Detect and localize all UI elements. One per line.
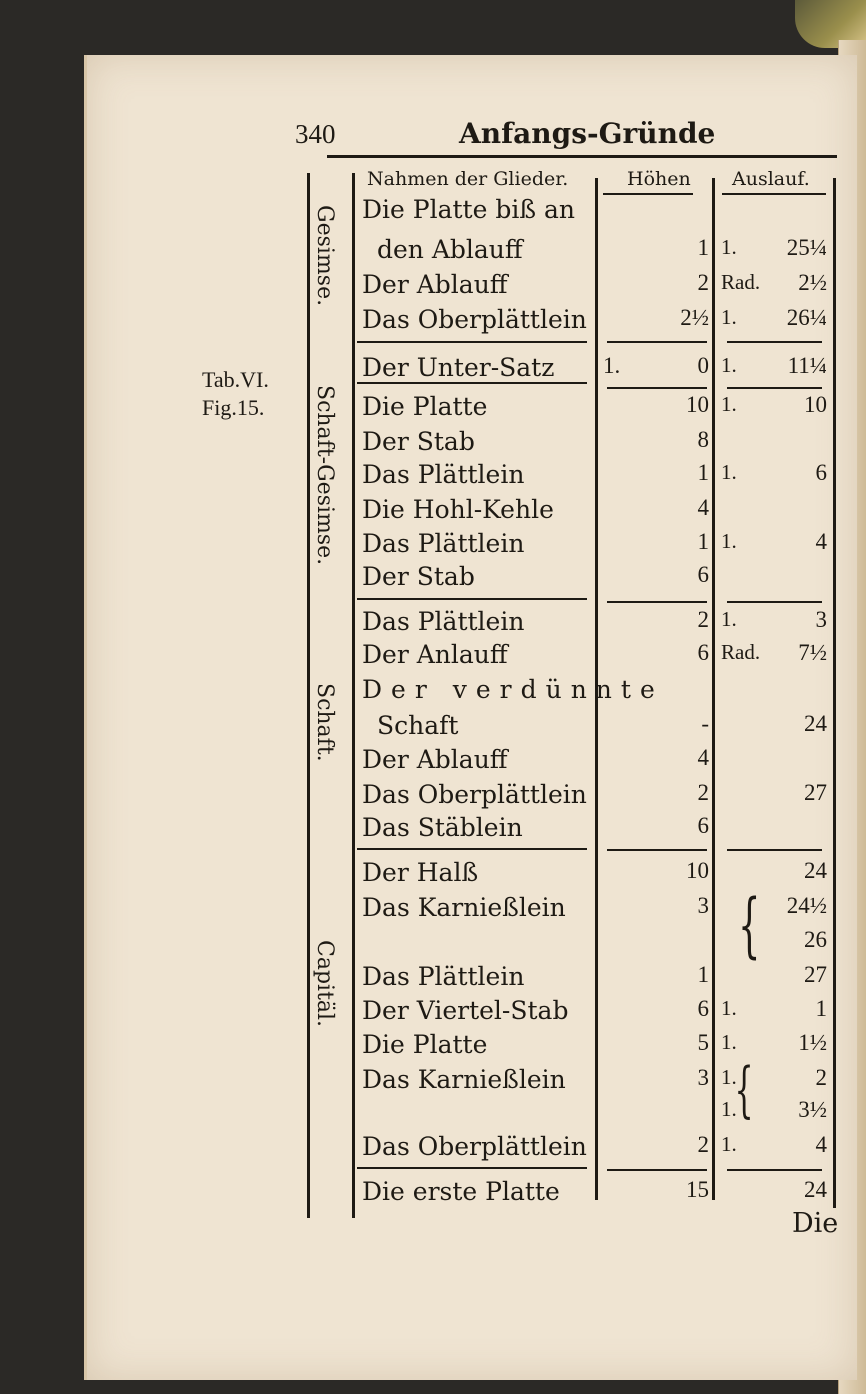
- catchword: Die: [792, 1208, 839, 1239]
- row-name: Schaft: [377, 711, 459, 740]
- row-name: Die Hohl-Kehle: [362, 495, 554, 524]
- header-underline-hoehen: [603, 193, 693, 195]
- right-column-line: [833, 178, 836, 1208]
- row-auslauf-unit: 1.: [721, 460, 737, 484]
- row-name: Das Stäblein: [362, 813, 523, 842]
- row-auslauf-value: 11¼: [787, 353, 827, 378]
- row-hoehe: 15: [686, 1177, 709, 1202]
- row-hoehe: 6: [697, 813, 709, 838]
- row-auslauf-value: 27: [804, 780, 827, 805]
- row-name: Der Halß: [362, 858, 479, 887]
- row-auslauf-unit: 1.: [721, 305, 737, 329]
- row-auslauf-unit: 1.: [721, 392, 737, 416]
- row-hoehe: 2: [697, 780, 709, 805]
- rule-3b: [607, 601, 707, 603]
- row-auslauf-value: 24: [804, 1177, 827, 1202]
- row-name: Der Anlauff: [362, 640, 508, 669]
- row-hoehe: 6: [697, 996, 709, 1021]
- row-auslauf-value: 24: [804, 711, 827, 736]
- row-hoehe: 4: [697, 495, 709, 520]
- row-auslauf-value: 26: [804, 927, 827, 952]
- rule-4: [357, 848, 587, 850]
- row-name: Das Plättlein: [362, 962, 525, 991]
- row-hoehe: 10: [686, 858, 709, 883]
- row-auslauf-unit: 1.: [721, 1030, 737, 1054]
- row-auslauf-value: 25¼: [786, 235, 827, 260]
- row-auslauf-unit: Rad.: [721, 640, 761, 664]
- row-name: Die erste Platte: [362, 1177, 560, 1206]
- row-hoehe: 2: [697, 1132, 709, 1157]
- row-name: Der Stab: [362, 562, 475, 591]
- row-hoehe: 1: [697, 962, 709, 987]
- rule-1b: [607, 341, 707, 343]
- rule-5b: [607, 1169, 707, 1171]
- row-auslauf-unit: 1.: [721, 1097, 737, 1121]
- row-hoehe: 10: [686, 392, 709, 417]
- group-label-schaft: Schaft.: [312, 683, 337, 762]
- row-auslauf-value: 7½: [798, 640, 827, 665]
- row-auslauf-value: 2: [815, 1065, 827, 1090]
- row-auslauf-unit: 1.: [721, 1065, 737, 1089]
- row-name: Der verdünnte: [362, 675, 664, 704]
- running-title: Anfangs-Gründe: [459, 117, 716, 150]
- rule-4b: [607, 849, 707, 851]
- book-page: [84, 55, 857, 1380]
- rule-3c: [727, 601, 822, 603]
- row-auslauf-value: 4: [815, 529, 827, 554]
- group-label-schaft-gesimse: Schaft-Gesimse.: [312, 385, 337, 566]
- row-name: Das Oberplättlein: [362, 305, 587, 334]
- rule-5c: [727, 1169, 822, 1171]
- row-name: Das Oberplättlein: [362, 1132, 587, 1161]
- row-auslauf-unit: 1.: [721, 996, 737, 1020]
- row-hoehe: 3: [697, 893, 709, 918]
- header-underline-auslauf: [722, 193, 826, 195]
- row-hoehe: 1: [697, 460, 709, 485]
- rule-1: [357, 341, 587, 343]
- column-header-name: Nahmen der Glieder.: [367, 168, 569, 190]
- rule-5: [357, 1167, 587, 1169]
- brace-karniesslein-2: {: [734, 1055, 754, 1125]
- row-name: Das Plättlein: [362, 607, 525, 636]
- header-rule: [327, 155, 837, 158]
- row-hoehe: 2: [697, 607, 709, 632]
- row-auslauf-value: 1½: [798, 1030, 827, 1055]
- row-hoehe: 5: [697, 1030, 709, 1055]
- row-name: Der Unter-Satz: [362, 353, 555, 382]
- row-name: Die Platte: [362, 392, 488, 421]
- row-name: Der Viertel-Stab: [362, 996, 569, 1025]
- row-auslauf-value: 27: [804, 962, 827, 987]
- column-header-auslauf: Auslauf.: [732, 168, 810, 190]
- row-auslauf-value: 3: [815, 607, 827, 632]
- auslauf-column-line: [712, 178, 715, 1200]
- row-auslauf-unit: 1.: [721, 607, 737, 631]
- margin-note-figure: Fig.15.: [202, 395, 265, 420]
- row-name: Das Karnießlein: [362, 1065, 566, 1094]
- rule-3: [357, 598, 587, 600]
- group-label-gesimse: Gesimse.: [312, 205, 337, 307]
- row-hoehe-prefix: 1.: [603, 353, 621, 378]
- row-name: Die Platte biß an: [362, 195, 575, 224]
- row-auslauf-value: 24: [804, 858, 827, 883]
- row-auslauf-value: 26¼: [786, 305, 827, 330]
- row-name: Der Stab: [362, 427, 475, 456]
- row-name: Die Platte: [362, 1030, 488, 1059]
- rule-2c: [727, 387, 822, 389]
- rule-2b: [607, 387, 707, 389]
- margin-note-table: Tab.VI.: [202, 367, 269, 392]
- row-name: Das Karnießlein: [362, 893, 566, 922]
- row-name: den Ablauff: [377, 235, 523, 264]
- row-auslauf-unit: 1.: [721, 1132, 737, 1156]
- row-name: Das Plättlein: [362, 529, 525, 558]
- row-hoehe: 4: [697, 745, 709, 770]
- row-name: Der Ablauff: [362, 745, 508, 774]
- row-auslauf-value: 10: [804, 392, 827, 417]
- row-auslauf-unit: 1.: [721, 529, 737, 553]
- row-hoehe: 3: [697, 1065, 709, 1090]
- row-auslauf-value: 3½: [798, 1097, 827, 1122]
- row-auslauf-unit: 1.: [721, 235, 737, 259]
- row-hoehe: 8: [697, 427, 709, 452]
- group-label-capitael: Capitäl.: [312, 940, 337, 1028]
- row-hoehe: 6: [697, 640, 709, 665]
- row-hoehe: 0: [697, 353, 709, 378]
- row-hoehe: 1: [697, 235, 709, 260]
- row-name: Der Ablauff: [362, 270, 508, 299]
- row-auslauf-value: 2½: [798, 270, 827, 295]
- row-auslauf-unit: Rad.: [721, 270, 761, 294]
- row-name: Das Plättlein: [362, 460, 525, 489]
- row-auslauf-unit: 1.: [721, 353, 737, 377]
- row-hoehe: 2½: [680, 305, 709, 330]
- row-hoehe: -: [701, 711, 709, 736]
- rule-2: [357, 382, 587, 384]
- row-auslauf-value: 1: [815, 996, 827, 1021]
- row-hoehe: 6: [697, 562, 709, 587]
- row-auslauf-value: 24½: [786, 893, 827, 918]
- group-column-line: [307, 173, 310, 1218]
- row-hoehe: 1: [697, 529, 709, 554]
- row-auslauf-value: 4: [815, 1132, 827, 1157]
- column-header-hoehen: Höhen: [627, 168, 691, 190]
- row-auslauf-value: 6: [815, 460, 827, 485]
- rule-1c: [727, 341, 822, 343]
- page-number: 340: [295, 119, 336, 149]
- rule-4c: [727, 849, 822, 851]
- name-column-line: [352, 173, 355, 1218]
- row-hoehe: 2: [697, 270, 709, 295]
- brace-karniesslein-1: {: [738, 884, 761, 966]
- row-name: Das Oberplättlein: [362, 780, 587, 809]
